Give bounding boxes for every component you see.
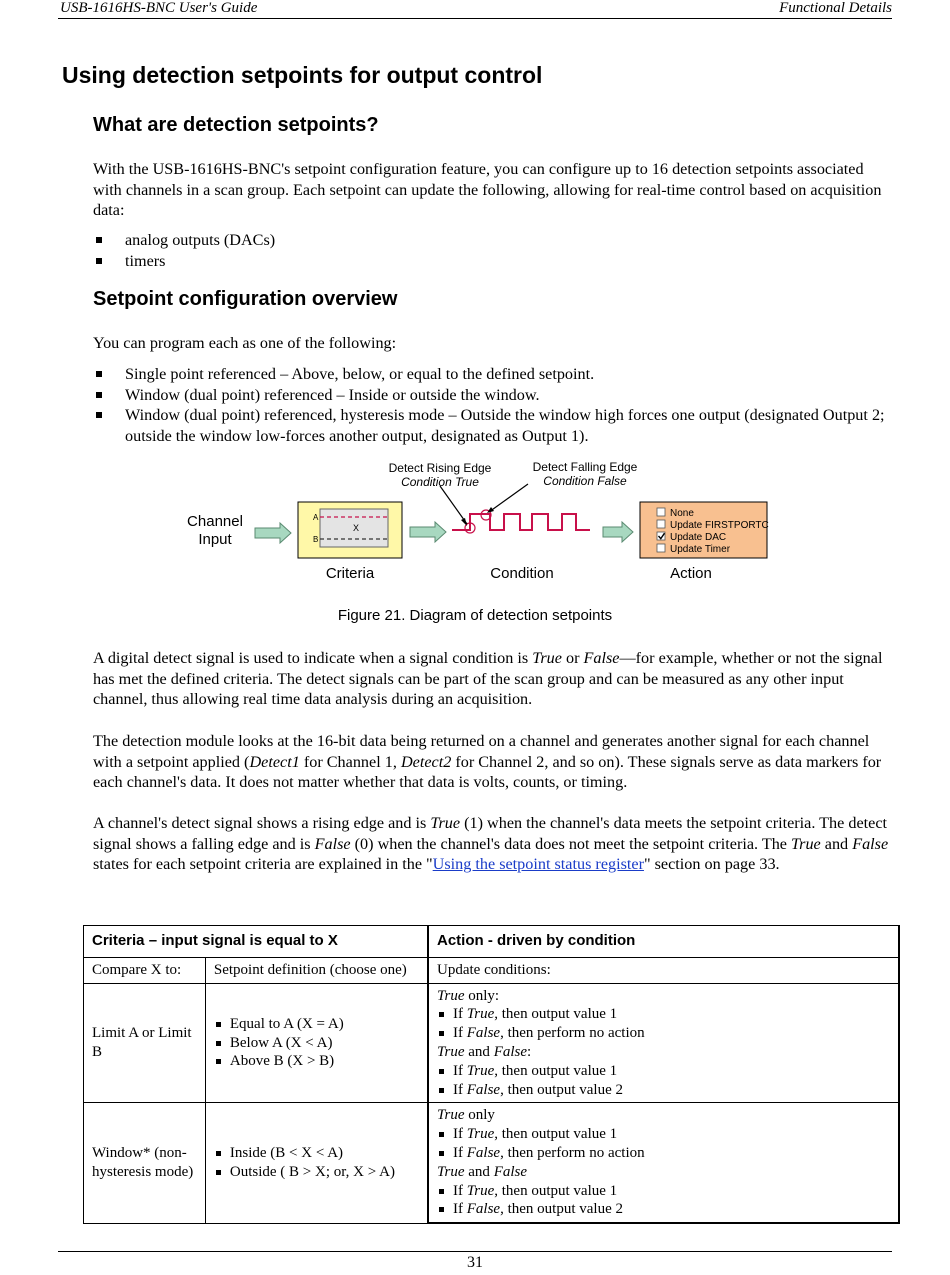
criteria-box [298,502,402,558]
table-row [84,983,900,1103]
section2-intro: You can program each as one of the following: [93,334,397,352]
channel-input-label: Channel [187,513,243,530]
bullet-icon [96,412,102,418]
bullet-icon [96,392,102,398]
list-item: If False, then output value 2 [437,1200,890,1219]
bullet-icon [96,371,102,377]
list-item: Equal to A (X = A) [214,1015,419,1034]
table-cell: Update conditions: [428,957,899,983]
table-cell: Compare X to: [84,957,206,983]
falling-edge-condition: Condition False [543,474,627,488]
bullet-icon [439,1132,444,1137]
criteria-marker-b: B [313,535,319,544]
list-item: analog outputs (DACs) [93,230,893,251]
list-item: If False, then perform no action [437,1144,890,1163]
table-cell: Window* (non-hysteresis mode) [84,1103,206,1223]
list-item: Single point referenced – Above, below, or equal to the defined setpoint. [93,364,893,385]
checkbox-icon [657,520,665,528]
bullet-icon [439,1088,444,1093]
criteria-action-table [83,925,900,1224]
arrow-icon [410,522,446,542]
condition-heading: True only [437,1107,495,1124]
table-header-row [84,926,900,958]
bullet-icon [439,1031,444,1036]
page-number: 31 [467,1254,483,1271]
svg-text:Update Timer: Update Timer [670,544,731,555]
list-item: If True, then output value 1 [437,1005,890,1024]
section2-bullet-list [93,364,893,446]
list-item: Inside (B < X < A) [214,1144,419,1163]
bullet-icon [216,1022,221,1027]
paragraph-detect-signal: A digital detect signal is used to indicate when a signal condition is True or False—for example, whether or not the signal has met the defined criteria. The detect signals can be part of the scan group and can be measured as any other input channel, thus allowing real time data analysis during an acquisition. [93,649,883,708]
action-box [640,502,769,558]
bullet-icon [96,237,102,243]
condition-heading: True only: [437,987,500,1004]
table-cell [205,983,428,1103]
running-header-section: Functional Details [779,0,892,16]
action-option-update-firstportc [657,520,769,531]
list-item: Outside ( B > X; or, X > A) [214,1163,419,1182]
page-title: Using detection setpoints for output control [62,62,543,88]
table-cell [428,1103,899,1223]
svg-text:Update DAC: Update DAC [670,532,727,543]
bullet-icon [439,1151,444,1156]
svg-text:None: None [670,508,694,519]
arrow-icon [603,522,633,542]
channel-input-label: Input [198,531,232,548]
table-cell [205,1103,428,1223]
svg-text:Update FIRSTPORTC: Update FIRSTPORTC [670,520,769,531]
bullet-icon [216,1170,221,1175]
table-header-action: Action - driven by condition [428,926,899,958]
table-cell: Setpoint definition (choose one) [205,957,428,983]
list-item: If True, then output value 1 [437,1182,890,1201]
paragraph-detection-module: The detection module looks at the 16-bit data being returned on a channel and generates another signal for each channel with a setpoint applied (Detect1 for Channel 1, Detect2 for Channel 2, and so on). These signals serve as data markers for each channel's data. It does not matter whether that data is volts, counts, or timing. [93,732,882,791]
list-item: Above B (X > B) [214,1052,419,1071]
criteria-marker-x: X [353,523,360,533]
rising-edge-condition: Condition True [401,475,479,489]
action-label: Action [670,565,712,582]
bullet-icon [216,1041,221,1046]
bullet-icon [439,1189,444,1194]
footer-rule [58,1251,892,1252]
list-item: If True, then output value 1 [437,1125,890,1144]
section1-intro: With the USB-1616HS-BNC's setpoint configuration feature, you can configure up to 16 detection setpoints associated with channels in a scan group. Each setpoint can update the following, allowing for real-time control based on acquisition data: [93,160,882,219]
rising-edge-label: Detect Rising Edge [388,461,492,475]
detection-setpoints-diagram [170,455,780,590]
section-heading-configuration-overview: Setpoint configuration overview [93,288,398,310]
figure-caption: Figure 21. Diagram of detection setpoints [337,607,613,624]
arrow-icon [255,523,291,543]
checkbox-icon [657,508,665,516]
table-header-criteria: Criteria – input signal is equal to X [84,926,429,958]
bullet-icon [216,1151,221,1156]
falling-edge-label: Detect Falling Edge [532,460,638,474]
paragraph-detect-states: A channel's detect signal shows a rising edge and is True (1) when the channel's data meets the setpoint criteria. The detect signal shows a falling edge and is False (0) when the channel's data does not meet the setpoint criteria. The True and False states for each setpoint criteria are explained in the "Using the setpoint status register" section on page 33. [93,814,889,873]
setpoint-status-register-link[interactable]: Using the setpoint status register [432,855,644,873]
checkbox-icon [657,544,665,552]
condition-heading: True and False: [437,1043,532,1060]
criteria-label: Criteria [325,565,375,582]
running-header-title: USB-1616HS-BNC User's Guide [60,0,258,16]
bullet-icon [439,1207,444,1212]
list-item: Below A (X < A) [214,1034,419,1053]
list-item: If True, then output value 1 [437,1062,890,1081]
table-cell: Limit A or Limit B [84,983,206,1103]
criteria-marker-a: A [313,513,319,522]
list-item: If False, then output value 2 [437,1081,890,1100]
list-item: Window (dual point) referenced, hysteresis mode – Outside the window high forces one output (designated Output 2; outside the window low-forces another output, designated as Output 1). [93,405,893,446]
list-item: If False, then perform no action [437,1024,890,1043]
condition-heading: True and False [437,1163,528,1180]
table-cell [428,983,899,1103]
table-row [84,957,900,983]
condition-signal [440,484,590,533]
section-heading-detection-setpoints: What are detection setpoints? [93,114,379,136]
bullet-icon [96,258,102,264]
header-rule [58,18,892,19]
list-item: Window (dual point) referenced – Inside or outside the window. [93,385,893,406]
list-item: timers [93,251,893,272]
condition-label: Condition [490,565,554,582]
bullet-icon [216,1059,221,1064]
bullet-icon [439,1069,444,1074]
section1-bullet-list [93,230,893,271]
bullet-icon [439,1012,444,1017]
table-row [84,1103,900,1223]
